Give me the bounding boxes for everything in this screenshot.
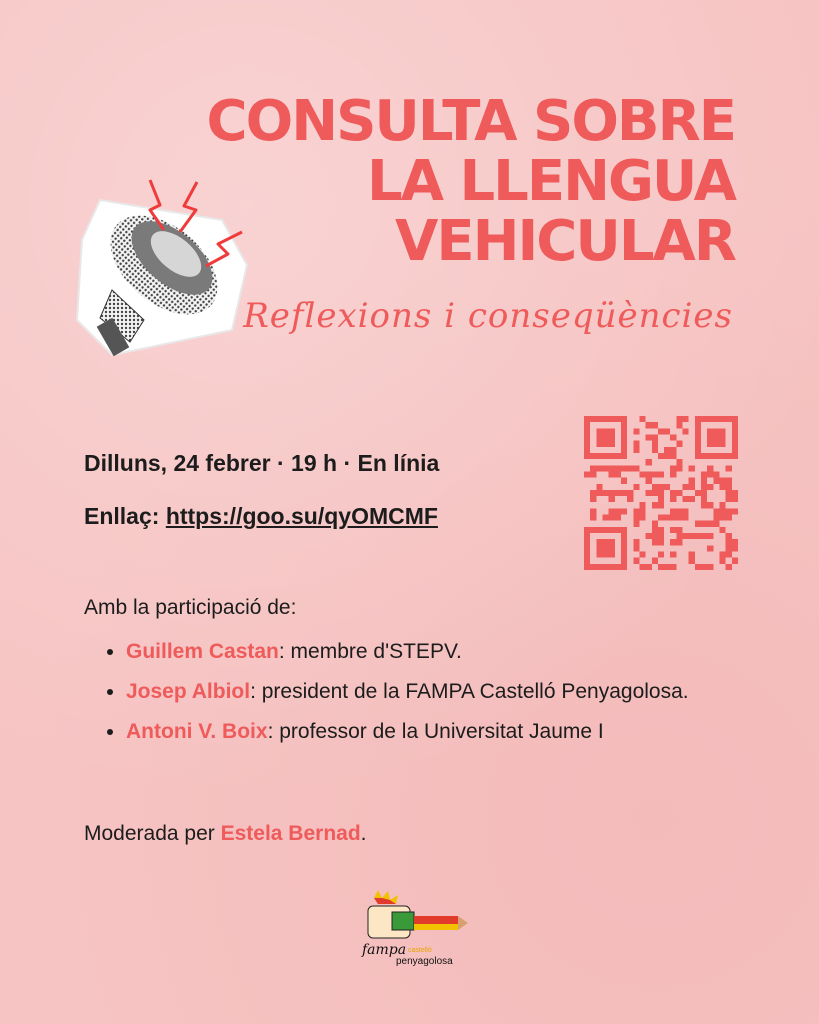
link-label: Enllaç: <box>84 503 160 529</box>
list-item <box>126 674 758 710</box>
participant-role: : president de la FAMPA Castelló Penyagolosa. <box>250 680 689 703</box>
list-item <box>126 634 758 670</box>
list-item <box>126 714 758 750</box>
moderator-name: Estela Bernad <box>220 822 361 845</box>
participant-role: : membre d'STEPV. <box>278 640 462 663</box>
participant-name: Antoni V. Boix <box>126 720 268 743</box>
poster-title <box>206 89 735 274</box>
participants-intro: Amb la participació de: <box>84 596 297 619</box>
title-line-1: CONSULTA SOBRE <box>206 89 735 154</box>
moderation-end: . <box>360 822 367 845</box>
event-link-row <box>84 503 438 530</box>
participant-name: Guillem Castan <box>126 640 279 663</box>
moderation-line <box>84 822 367 846</box>
title-line-2: LA LLENGUA <box>366 149 735 214</box>
logo-sub-text: penyagolosa <box>396 956 453 967</box>
poster-subtitle: Reflexions i conseqüències <box>243 296 733 336</box>
participant-role: : professor de la Universitat Jaume I <box>267 720 604 743</box>
event-date: Dilluns, 24 febrer · 19 h · En línia <box>84 450 440 476</box>
logo-small-text: castelló <box>408 947 432 954</box>
participants-list <box>104 634 758 754</box>
megaphone-icon <box>72 170 262 375</box>
fampa-logo <box>352 886 472 970</box>
qr-code-icon <box>584 416 738 570</box>
moderation-label: Moderada per <box>84 822 215 845</box>
logo-main-text: fampa <box>362 942 407 958</box>
participant-name: Josep Albiol <box>126 680 251 703</box>
event-link[interactable]: https://goo.su/qyOMCMF <box>165 503 438 529</box>
title-line-3: VEHICULAR <box>394 209 735 274</box>
